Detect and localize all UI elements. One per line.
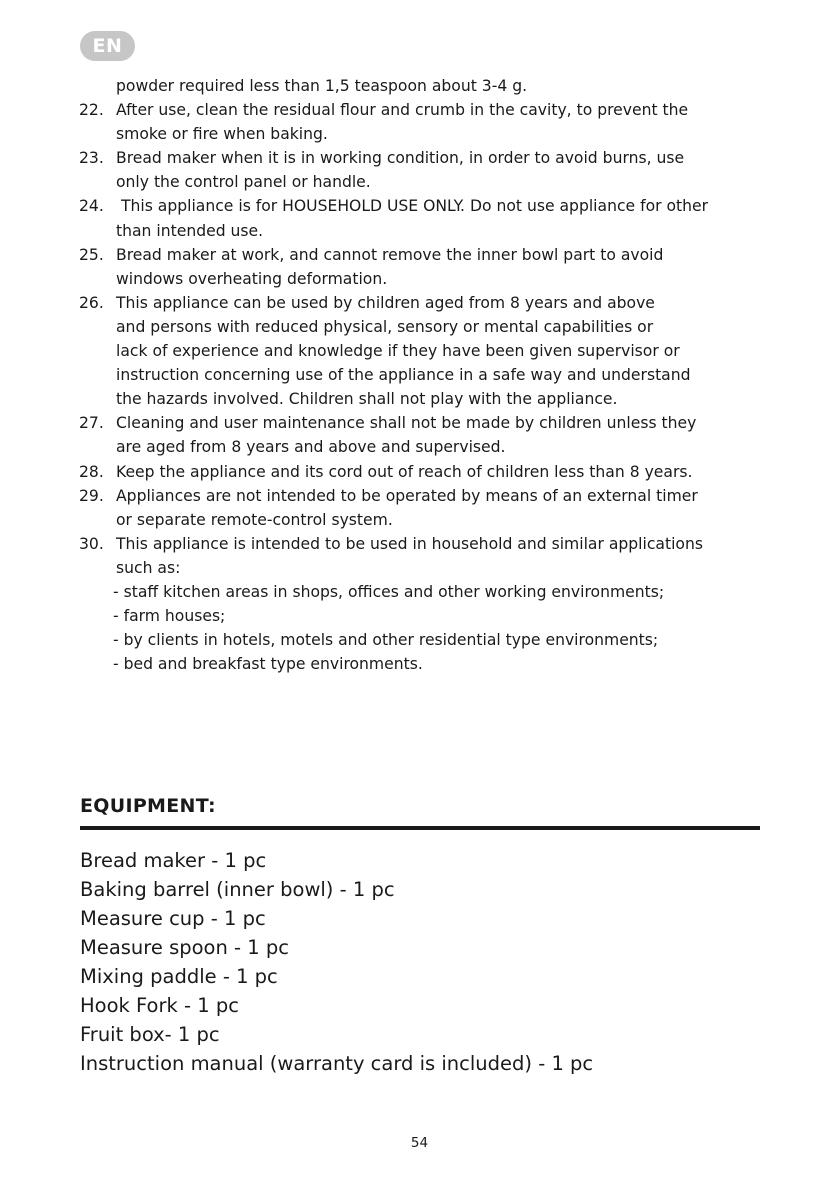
item-text: This appliance can be used by children aged from 8 years and above <box>116 293 655 312</box>
section-divider <box>80 826 760 830</box>
item-text: After use, clean the residual flour and crumb in the cavity, to prevent the <box>116 101 689 120</box>
item-text: Cleaning and user maintenance shall not be made by children unless they <box>116 414 697 433</box>
instruction-line <box>0 363 839 387</box>
equipment-item: Measure cup - 1 pc <box>80 907 266 930</box>
instruction-line <box>0 435 839 459</box>
item-text: than intended use. <box>116 221 264 240</box>
instruction-subitem <box>0 628 839 652</box>
instruction-line <box>0 556 839 580</box>
item-text: are aged from 8 years and above and supervised. <box>116 438 506 457</box>
item-text: windows overheating deformation. <box>116 269 388 288</box>
language-badge: EN <box>80 31 135 61</box>
instruction-line <box>0 339 839 363</box>
instruction-line <box>0 267 839 291</box>
item-text: Bread maker when it is in working condition, in order to avoid burns, use <box>116 149 685 168</box>
instruction-line <box>0 219 839 243</box>
item-text: This appliance is for HOUSEHOLD USE ONLY. Do not use appliance for other <box>116 197 709 216</box>
instruction-subitem <box>0 652 839 676</box>
item-number: 23. <box>79 149 104 168</box>
equipment-item: Hook Fork - 1 pc <box>80 994 239 1017</box>
instruction-line <box>0 74 839 98</box>
instruction-line <box>0 315 839 339</box>
equipment-item: Fruit box- 1 pc <box>80 1023 220 1046</box>
equipment-item: Measure spoon - 1 pc <box>80 936 289 959</box>
item-text: and persons with reduced physical, sensory or mental capabilities or <box>116 317 654 336</box>
item-text: only the control panel or handle. <box>116 173 371 192</box>
equipment-item: Instruction manual (warranty card is included) - 1 pc <box>80 1052 594 1075</box>
item-number: 22. <box>79 101 104 120</box>
item-text: lack of experience and knowledge if they have been given supervisor or <box>116 342 680 361</box>
item-text: - by clients in hotels, motels and other residential type environments; <box>113 631 659 650</box>
instruction-subitem <box>0 604 839 628</box>
instruction-line <box>0 460 839 484</box>
item-text: - bed and breakfast type environments. <box>113 655 423 674</box>
item-number: 24. <box>79 197 104 216</box>
item-text: powder required less than 1,5 teaspoon about 3-4 g. <box>116 77 528 95</box>
instruction-line <box>0 98 839 122</box>
item-text: instruction concerning use of the appliance in a safe way and understand <box>116 366 691 385</box>
page-number: 54 <box>410 1135 429 1151</box>
instruction-line <box>0 243 839 267</box>
item-number: 27. <box>79 414 104 433</box>
item-text: This appliance is intended to be used in household and similar applications <box>116 534 703 553</box>
item-number: 30. <box>79 534 104 553</box>
instruction-subitem <box>0 580 839 604</box>
section-title-equipment: EQUIPMENT: <box>80 795 216 817</box>
item-text: - staff kitchen areas in shops, offices and other working environments; <box>113 582 665 601</box>
instruction-line <box>0 411 839 435</box>
item-text: smoke or fire when baking. <box>116 125 328 144</box>
instruction-line <box>0 146 839 170</box>
item-number: 26. <box>79 293 104 312</box>
equipment-item: Mixing paddle - 1 pc <box>80 965 278 988</box>
instruction-line <box>0 122 839 146</box>
item-number: 28. <box>79 462 104 481</box>
instruction-line <box>0 291 839 315</box>
item-text: Bread maker at work, and cannot remove the inner bowl part to avoid <box>116 245 664 264</box>
item-text: the hazards involved. Children shall not play with the appliance. <box>116 390 618 409</box>
item-text: such as: <box>116 558 181 577</box>
item-number: 29. <box>79 486 104 505</box>
equipment-item: Baking barrel (inner bowl) - 1 pc <box>80 878 395 901</box>
item-number: 25. <box>79 245 104 264</box>
instruction-line <box>0 484 839 508</box>
safety-instructions-list <box>0 74 839 676</box>
instruction-line <box>0 194 839 218</box>
item-text: or separate remote-control system. <box>116 510 393 529</box>
instruction-line <box>0 387 839 411</box>
instruction-line <box>0 508 839 532</box>
equipment-item: Bread maker - 1 pc <box>80 849 267 872</box>
instruction-line <box>0 170 839 194</box>
item-text: Appliances are not intended to be operated by means of an external timer <box>116 486 698 505</box>
equipment-list <box>0 846 594 1078</box>
item-text: - farm houses; <box>113 607 226 626</box>
item-text: Keep the appliance and its cord out of reach of children less than 8 years. <box>116 462 693 481</box>
instruction-line <box>0 532 839 556</box>
